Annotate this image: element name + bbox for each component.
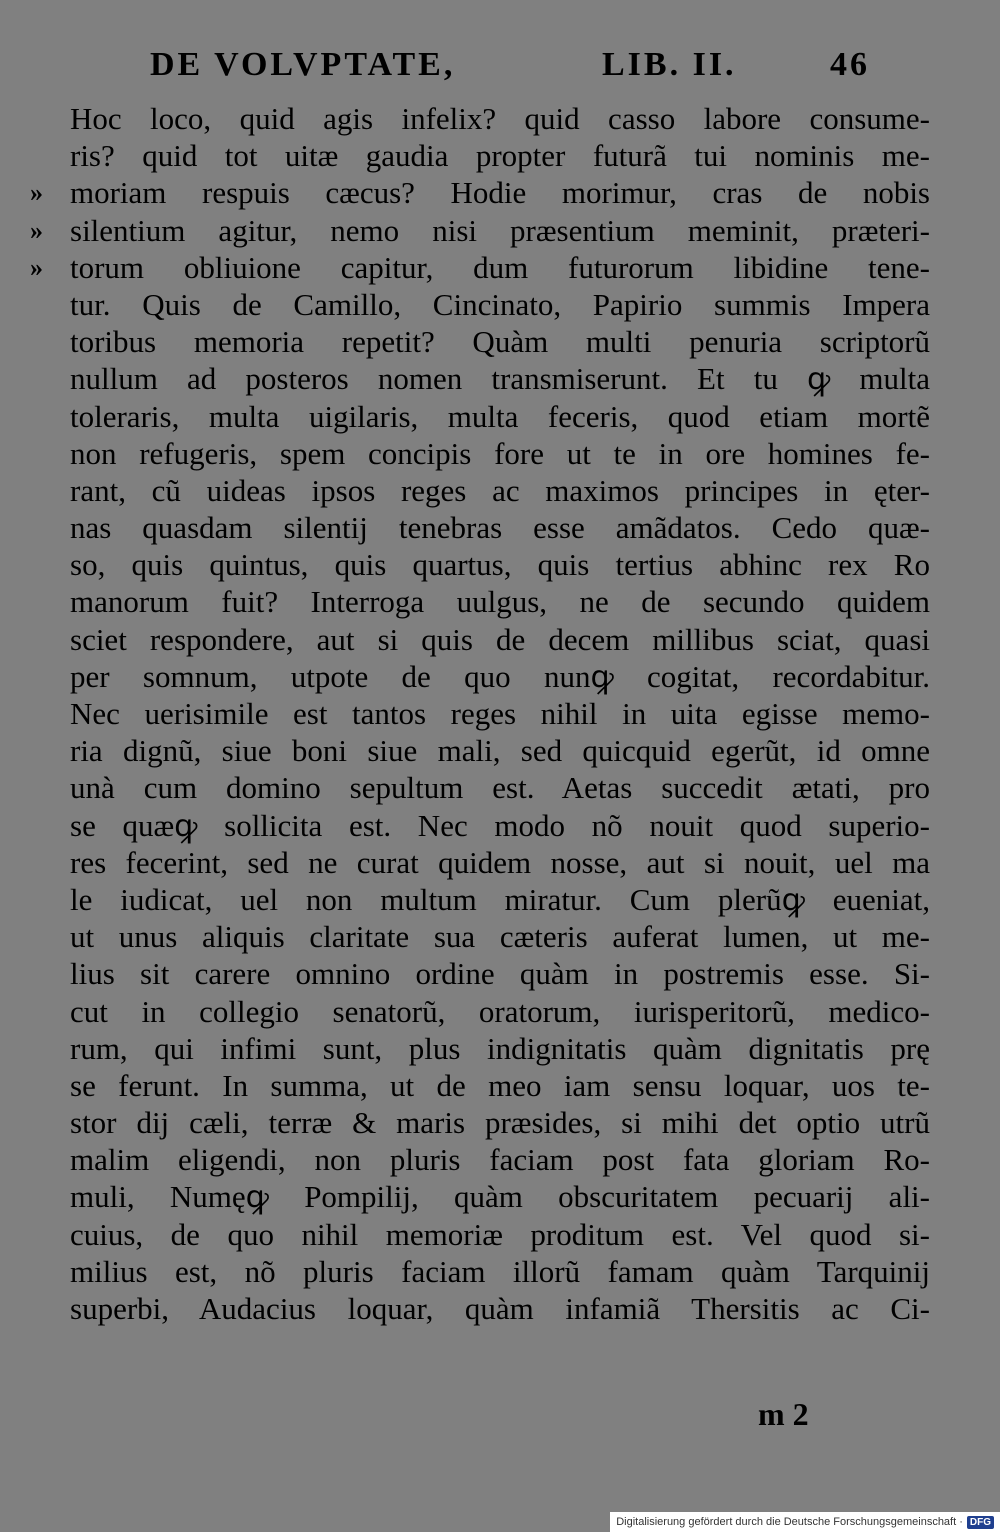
text-line: silentium agitur, nemo nisi præsentium meminit, præteri- bbox=[70, 212, 930, 248]
text-line: unà cum domino sepultum est. Aetas succedit ætati, pro bbox=[70, 770, 930, 806]
text-line: ut unus aliquis claritate sua cæteris auferat lumen, ut me- bbox=[70, 919, 930, 955]
text-line: malim eligendi, non pluris faciam post fata gloriam Ro- bbox=[70, 1142, 930, 1178]
margin-quote-mark: » bbox=[30, 252, 43, 282]
text-line: se quæꝙ sollicita est. Nec modo nõ nouit quod superio- bbox=[70, 807, 930, 843]
digitization-credit-bar bbox=[610, 1512, 1000, 1532]
text-line: lius sit carere omnino ordine quàm in postremis esse. Si- bbox=[70, 956, 930, 992]
running-head bbox=[150, 46, 890, 90]
text-line: nullum ad posteros nomen transmiserunt. Et tu ꝙ multa bbox=[70, 361, 930, 397]
text-line: Nec uerisimile est tantos reges nihil in uita egisse memo- bbox=[70, 696, 930, 731]
text-line: sciet respondere, aut si quis de decem millibus sciat, quasi bbox=[70, 621, 930, 657]
text-line: cut in collegio senatorũ, oratorum, iurisperitorũ, medico- bbox=[70, 993, 930, 1029]
digitization-credit: Digitalisierung gefördert durch die Deutsche Forschungsgemeinschaft · bbox=[616, 1516, 963, 1528]
book-number: LIB. II. bbox=[602, 46, 737, 83]
text-line: muli, Numęꝙ Pompilij, quàm obscuritatem pecuarij ali- bbox=[70, 1179, 930, 1215]
text-line: moriam respuis cæcus? Hodie morimur, cras de nobis bbox=[70, 175, 930, 211]
catchword: m 2 bbox=[758, 1396, 809, 1432]
text-line: nas quasdam silentij tenebras esse amãdatos. Cedo quæ- bbox=[70, 510, 930, 546]
text-line: superbi, Audacius loquar, quàm infamiã Thersitis ac Ci- bbox=[70, 1291, 930, 1326]
folio-number: 46 bbox=[830, 46, 870, 83]
dfg-logo: DFG bbox=[967, 1516, 994, 1529]
text-line: ria dignũ, siue boni siue mali, sed quicquid egerũt, id omne bbox=[70, 733, 930, 769]
text-line: tur. Quis de Camillo, Cincinato, Papirio summis Impera bbox=[70, 286, 930, 322]
text-line: torum obliuione capitur, dum futurorum libidine tene- bbox=[70, 249, 930, 285]
text-line: milius est, nõ pluris faciam illorũ famam quàm Tarquinij bbox=[70, 1253, 930, 1289]
text-line: toleraris, multa uigilaris, multa feceris, quod etiam mortẽ bbox=[70, 398, 930, 434]
margin-quote-mark: » bbox=[30, 178, 43, 208]
text-line: non refugeris, spem concipis fore ut te in ore homines fe- bbox=[70, 435, 930, 471]
text-line: cuius, de quo nihil memoriæ proditum est. Vel quod si- bbox=[70, 1216, 930, 1252]
text-line: stor dij cæli, terræ & maris præsides, si mihi det optio utrũ bbox=[70, 1105, 930, 1141]
text-line: manorum fuit? Interroga uulgus, ne de secundo quidem bbox=[70, 584, 930, 620]
text-line: se ferunt. In summa, ut de meo iam sensu loquar, uos te- bbox=[70, 1067, 930, 1103]
text-line: rum, qui infimi sunt, plus indignitatis quàm dignitatis prę bbox=[70, 1030, 930, 1066]
text-line: le iudicat, uel non multum miratur. Cum plerũꝙ eueniat, bbox=[70, 881, 930, 917]
text-line: per somnum, utpote de quo nunꝙ cogitat, recordabitur. bbox=[70, 658, 930, 694]
text-line: res fecerint, sed ne curat quidem nosse, aut si nouit, uel ma bbox=[70, 844, 930, 880]
running-title: DE VOLVPTATE, bbox=[150, 46, 456, 83]
text-line: Hoc loco, quid agis infelix? quid casso labore consume- bbox=[70, 101, 930, 136]
text-line: rant, cũ uideas ipsos reges ac maximos principes in ęter- bbox=[70, 472, 930, 508]
text-line: ris? quid tot uitæ gaudia propter futurã tui nominis me- bbox=[70, 138, 930, 174]
margin-quote-mark: » bbox=[30, 215, 43, 245]
text-block bbox=[70, 100, 930, 1327]
text-line: so, quis quintus, quis quartus, quis tertius abhinc rex Ro bbox=[70, 547, 930, 583]
text-line: toribus memoria repetit? Quàm multi penuria scriptorũ bbox=[70, 324, 930, 360]
